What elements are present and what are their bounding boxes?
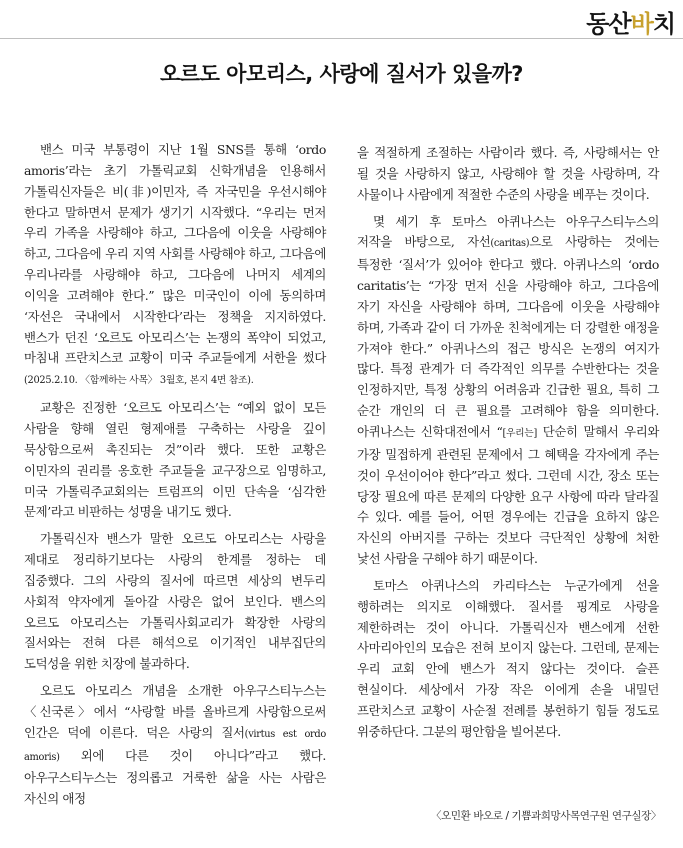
paragraph-4-text-a: 오르도 아모리스 개념을 소개한 아우구스티누스는 〈신국론〉에서 “사랑할 바를 올바르게 사랑함으로써 인간은 덕에 이른다. 덕은 사랑의 질서	[24, 683, 326, 740]
paragraph-5-text-c: 단순히 말해서 우리와 가장 밀접하게 관련된 문제에서 그 혜택을 각자에게 주는 것이 우선이어야 한다”라고 썼다. 그런데 시간, 장소 또는 당장 필요에 따른 문제의 다양한 요구 사항에 따라 달라질 수 있다. 예를 들어, 어떤 경우에는 긴급을 요하지 않은 자신의 아버지를 구하는 것보다 극단적인 상황에 처한 낯선 사람을 구해야 하기 때문이다.	[357, 423, 659, 567]
logo-text-main: 동산	[586, 10, 631, 38]
article-title: 오르도 아모리스, 사랑에 질서가 있을까?	[160, 62, 523, 86]
paragraph-4	[24, 681, 326, 810]
paragraph-1	[24, 140, 326, 392]
paragraph-1-text: 밴스 미국 부통령이 지난 1월 SNS를 통해 ‘ordo amoris’라는 초기 가톨릭교회 신학개념을 인용해서 가톨릭신자들은 비(非)이민자, 즉 자국민을 우선시해야 한다고 말하면서 문제가 생기기 시작했다. “우리는 먼저 우리 가족을 사랑해야 하고, 그다음에 이웃을 사랑해야 하고, 그다음에 우리 지역 사회를 사랑해야 하고, 그다음에 우리나라를 사랑해야 하고, 그다음에 나머지 세계의 이익을 고려해야 한다.” 많은 미국인이 이에 동의하며 ‘자선은 국내에서 시작한다’라는 정책을 지지하였다. 밴스가 던진 ‘오르도 아모리스’는 논쟁의 폭약이 되었고, 마침내 프란치스코 교황이 미국 주교들에게 서한을 썼다	[24, 142, 326, 366]
paragraph-2: 교황은 진정한 ‘오르도 아모리스’는 “예외 없이 모든 사람을 향해 열린 형제애를 구축하는 사랑을 깊이 묵상함으로써 촉진되는 것”이라 했다. 또한 교황은 이민자의 권리를 옹호한 주교들을 교구장으로 임명하고, 미국 가톨릭주교회의는 트럼프의 이민 단속을 ‘심각한 문제’라고 비판하는 성명을 내기도 했다.	[24, 400, 326, 520]
bracket-insert: [우리는]	[502, 427, 537, 439]
paragraph-5	[357, 212, 659, 570]
paragraph-3: 가톨릭신자 밴스가 말한 오르도 아모리스는 사랑을 제대로 정리하기보다는 사랑의 한계를 정하는 데 집중했다. 그의 사랑의 질서에 따르면 세상의 변두리 사회적 약자에게 돌아갈 사랑은 없어 보인다. 밴스의 오르도 아모리스는 가톨릭사회교리가 확장한 사랑의 질서와는 전혀 다른 해석으로 이기적인 내부집단의 도덕성을 위한 치장에 불과하다.	[24, 531, 326, 672]
article-column-left	[24, 140, 326, 810]
caritas-term: (caritas)	[490, 238, 530, 250]
logo-text-end: 치	[652, 10, 675, 38]
latin-phrase: (virtus est ordo amoris)	[24, 728, 326, 763]
logo-text-accent: 바	[630, 10, 653, 38]
paragraph-6: 토마스 아퀴나스의 카리타스는 누군가에게 선을 행하려는 의지로 이해했다. 질서를 핑계로 사랑을 제한하려는 것이 아니다. 가톨릭신자 밴스에게 선한 사마리아인의 모습은 전혀 보이지 않는다. 그런데, 문제는 우리 교회 안에 밴스가 적지 않다는 것이다. 슬픈 현실이다. 세상에서 가장 작은 이에게 손을 내밀던 프란치스코 교황이 사순절 전례를 봉헌하기 힘들 정도로 위중하단다. 그분의 평안함을 빌어본다.	[357, 577, 659, 739]
paragraph-5-text-b: 으로 사랑하는 것에는 특정한 ‘질서’가 있어야 한다고 했다. 아퀴나스의 ‘ordo caritatis’는 “가장 먼저 신을 사랑해야 하고, 그다음에 자기 자신을 사랑해야 하며, 그다음에 이웃을 사랑해야 하며, 가족과 같이 더 가까운 친척에게는 더 강렬한 애정을 가져야 한다.” 아퀴나스의 접근 방식은 논쟁의 여지가 많다. 특정 관계가 더 즉각적인 의무를 수반한다는 것을 인정하지만, 특정 상황의 어려움과 긴급한 필요, 특히 그 순간 개인의 더 큰 필요를 고려해야 함을 의미한다. 아퀴나스는 신학대전에서 “	[357, 234, 659, 439]
paragraph-5-text-a: 몇 세기 후 토마스 아퀴나스는 아우구스티누스의 저작을 바탕으로, 자선	[357, 213, 659, 250]
paragraph-4-continued: 을 적절하게 조절하는 사람이라 했다. 즉, 사랑해서는 안 될 것을 사랑하지 않고, 사랑해야 할 것을 사랑하며, 각 사물이나 사람에게 적절한 수준의 사랑을 베푸는 것이다.	[357, 145, 659, 202]
article-column-right	[357, 143, 659, 743]
section-logo	[586, 4, 675, 39]
paragraph-1-note: (2025.2.10. 〈함께하는 사목〉 3월호, 본지 4면 참조).	[24, 375, 254, 387]
author-byline: 〈오민환 바오로 / 기쁨과희망사목연구원 연구실장〉	[431, 810, 661, 822]
header-rule	[0, 38, 683, 39]
paragraph-4-text-b: 외에 다른 것이 아니다”라고 했다. 아우구스티누스는 정의롭고 거룩한 삶을 사는 사람은 자신의 애정	[24, 747, 326, 807]
